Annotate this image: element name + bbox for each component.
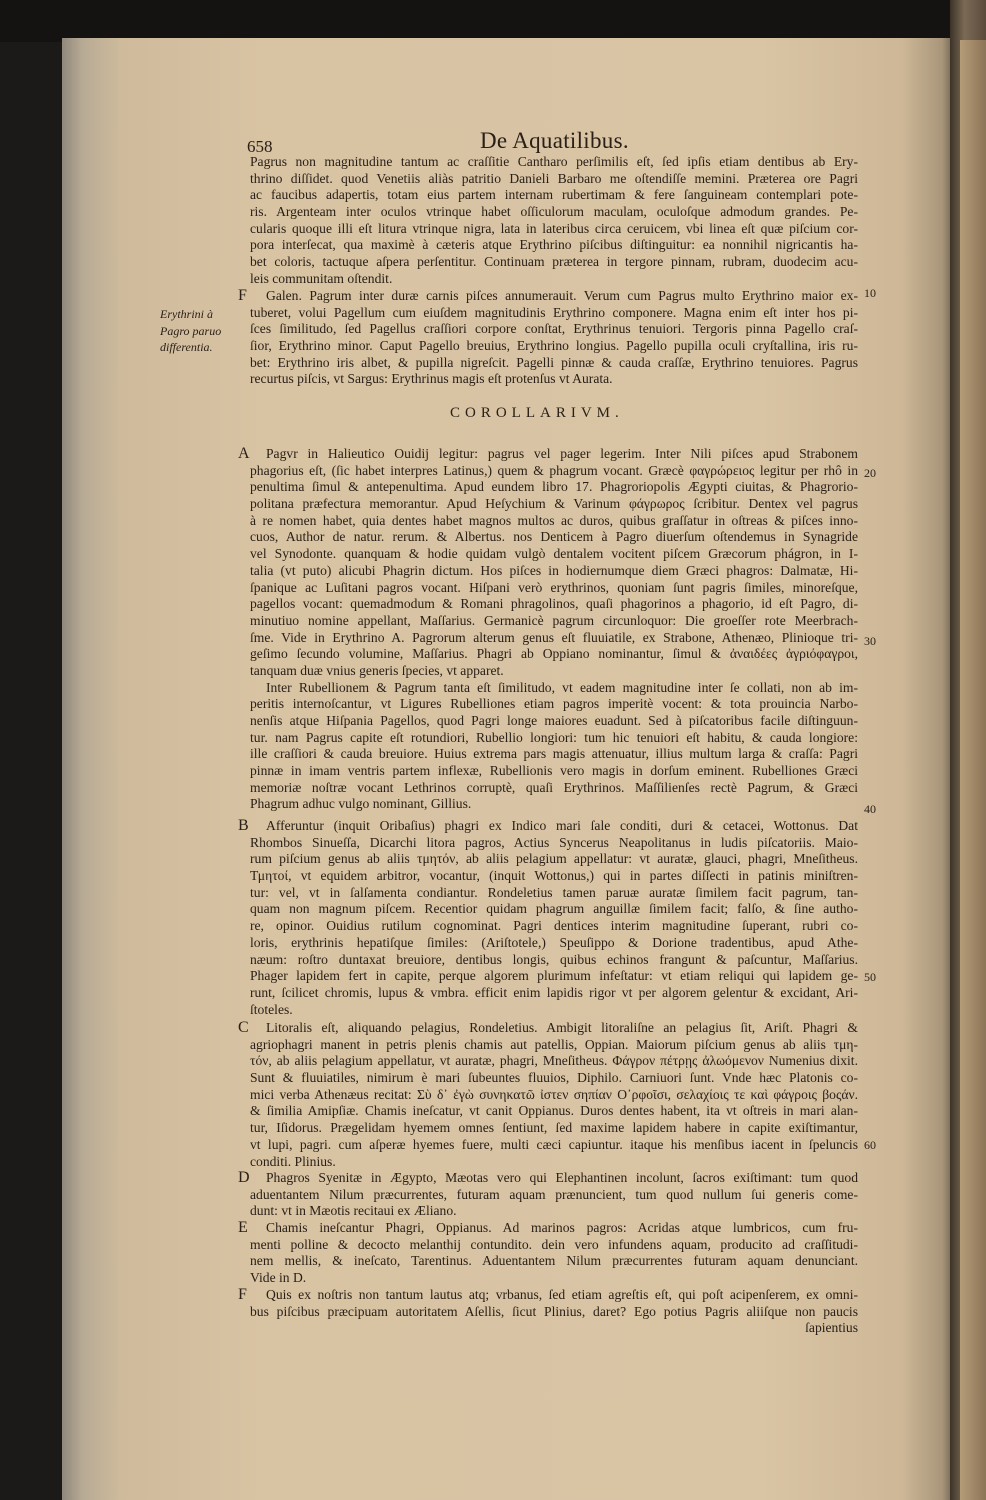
text-line: conditi. Plinius.	[250, 1153, 336, 1169]
text-line: bus piſcibus præcipuam autoritatem Aſellis, ſicut Plinius, daret? Ego potius Pagris aliiſque non paucis	[250, 1303, 858, 1319]
facing-page-edge	[960, 40, 986, 1500]
page-number: 658	[247, 137, 273, 156]
paragraph	[238, 1286, 858, 1337]
margin-note	[160, 306, 221, 356]
text-line: ille craſſiori & cauda breuiore. Huius extrema pars magis attenuatur, illius multum larga & craſſa: Pagri	[250, 746, 858, 762]
text-line: leis communitam oſtendit.	[250, 270, 393, 286]
text-line: pinnæ in imam ventris partem inflexæ, Rubellionis vero magis in dorſum eminent. Rubelliones Græci	[250, 763, 858, 779]
text-line: ac faucibus adapertis, totam eius partem internam rubertimam & fere ſanguineam contemplari pote-	[250, 187, 858, 203]
text-line: Quis ex noſtris non tantum lautus atq; vrbanus, ſed etiam agreſtis eſt, qui poſt acipenſerem, ex omni-	[266, 1287, 858, 1302]
text-line: ſme. Vide in Erythrino A. Pagrorum alterum genus eſt fluuiatile, ex Strabone, Athenæo, Plinioque tri-	[250, 629, 858, 645]
text-line: Pagvr in Halieutico Ouidij legitur: pagrus vel pager legerim. Inter Nili piſces apud Strabonem	[266, 446, 858, 461]
text-line: cuos, Author de natur. rerum. & Albertus. nos Denticem à Pagro diuerſum oſtendemus in Synagride	[250, 529, 858, 545]
section-heading: COROLLARIVM.	[450, 405, 624, 421]
text-line: à re nomen habet, quia dentes habet magnos multos ac duros, quibus graſſatur in oſtreas & piſces inno-	[250, 512, 858, 528]
text-line: ſapientius	[805, 1320, 858, 1336]
line-number: 30	[864, 634, 876, 648]
text-line: Vide in D.	[250, 1270, 307, 1286]
text-line: næum: roſtro duntaxat breuiore, dentibus longis, quibus echinos frangunt & paſcuntur, Maſſarius.	[250, 951, 858, 967]
text-line: talia (vt puto) alicubi Phagrin dictum. Hos piſces in hodiernumque diem Græci phagros: Dalmatæ, Hi-	[250, 562, 858, 578]
text-line: Τμητοί, vt equidem arbitror, vocantur, (inquit Wottonus,) qui in partes diſſecti in patinis miniſtren-	[250, 868, 858, 884]
text-line: bet: Erythrino iris albet, & pupilla nigreſcit. Pagelli pinnæ & cauda craſſæ, Erythrino tenuiores. Pagrus	[250, 354, 858, 370]
text-line: thrino diſſidet. quod Venetiis aliàs patritio Danieli Barbaro me oſtendiſſe memini. Præterea ore Pagri	[250, 170, 858, 186]
text-line: Chamis ineſcantur Phagri, Oppianus. Ad marinos pagros: Acridas atque lumbricos, cum fru-	[266, 1220, 858, 1235]
text-line: ſtoteles.	[250, 1001, 293, 1017]
text-line: & ſimilia Amipſiæ. Chamis ineſcatur, vt canit Oppianus. Duros dentes habent, ita vt oſtreis in mari alan-	[250, 1103, 858, 1119]
text-line: tur: vel, vt in ſalſamenta condiantur. Rondeletius tamen paruæ auratæ ſimilem facit pagrum, tan-	[250, 884, 858, 900]
text-line: vt lupi, pagri. cum aſperæ hyemes fuere, multi cæci capiuntur. itaque his menſibus iacent in ſpeluncis	[250, 1136, 858, 1152]
text-line: Inter Rubellionem & Pagrum tanta eſt ſimilitudo, vt eadem magnitudine inter ſe collati, non ab im-	[266, 679, 858, 695]
text-line: nenſis atque Hiſpania Pagellos, quod Pagri longe maiores euadunt. Sed à piſcatoribus facile diſtinguun-	[250, 713, 858, 728]
text-line: Phagros Syenitæ in Ægypto, Mæotas vero qui Elephantinen incolunt, ſacros exiſtimant: tum quod	[266, 1170, 858, 1185]
text-line: ſior, Erythrino minor. Caput Pagello breuius, Erythrino longius. Pagello pupilla oculi cryſtallina, iris ru-	[250, 338, 858, 354]
text-line: aduentantem Nilum præcurrentes, futuram aquam prænuncient, tum quod nullum ſui generis come-	[250, 1186, 858, 1202]
text-line: runt, ſcilicet chromis, lupus & vmbra. efficit enim lapidis rigor vt per algorem gelentur & excidant, Ari-	[250, 984, 858, 1000]
text-line: pora interſecat, qua maximè à cæteris atque Erythrino piſcibus diſtinguitur: ea nonnihil nigricantis ha-	[250, 237, 858, 253]
line-number: 50	[864, 970, 876, 984]
section-letter: E	[238, 1219, 248, 1236]
text-line: vel Synodonte. quanquam & hodie quidam vulgò dentalem vocitent piſcem Græcorum phágron, in I-	[250, 546, 858, 562]
line-number: 40	[864, 802, 876, 816]
section-letter: A	[238, 445, 250, 462]
text-line: geſimo ſecundo volumine, Maſſarius. Phagri ab Oppiano nominantur, ſimul & ἀναιδέες ἀγριόφαγροι,	[250, 646, 858, 662]
text-line: ſpanique ac Luſitani pagros vocant. Hiſpani verò erythrinos, quoniam ſunt pagris ſimiles, minoreſque,	[250, 579, 858, 595]
margin-note-line: Pagro paruo	[160, 323, 222, 338]
line-number: 60	[864, 1138, 876, 1152]
text-line: quam non magnum piſcem. Recentior quidam phagrum anguillæ ſimilem facit; falſo, & ſine autho-	[250, 901, 858, 917]
text-line: Galen. Pagrum inter duræ carnis piſces annumerauit. Verum cum Pagrus multo Erythrino maior ex-	[266, 288, 858, 303]
text-line: Pagrus non magnitudine tantum ac craſſitie Cantharo perſimilis eſt, ſed ipſis etiam dentibus ab Ery-	[250, 154, 858, 169]
text-line: Sunt & fluuiatiles, nimirum è mari ſubeuntes fluuios, Diphilo. Carniuori ſunt. Vnde hæc Platonis co-	[250, 1070, 858, 1086]
text-line: pagellos vocant: quemadmodum & Romani phragolinos, quaſi phagorinos a phagorio, id eſt Pagro, di-	[250, 596, 858, 612]
section-letter: C	[238, 1019, 249, 1036]
section-letter: F	[238, 287, 247, 304]
text-line: nem mellis, & ineſcato, Tarentinus. Aduentantem Nilum præcurrentes futuram aquam denunciant.	[250, 1253, 858, 1269]
text-line: ſces ſimilitudo, ſed Pagellus craſſiori corpore conſtat, Erythrinus tenuiori. Tergoris pinna Pagello craſ-	[250, 321, 858, 337]
text-line: Phager lapidem fert in capite, perque algorem plurimum infeſtatur: vt etiam reliqui qui lapidem ge-	[250, 968, 858, 984]
paragraph	[238, 287, 858, 388]
line-number: 20	[864, 466, 876, 480]
text-line: tur, Iſidorus. Prægelidam hyemem omnes ſentiunt, ſed maxime lapidem habere in capite exiſtimantur,	[250, 1120, 858, 1136]
scan-background	[0, 0, 986, 42]
paragraph	[238, 1169, 858, 1220]
paragraph	[238, 817, 858, 1018]
text-line: re, opinor. Ouidius rutilum cognominat. Pagri dentices interim magnitudine ſuperant, rubri co-	[250, 918, 858, 934]
paragraph	[238, 445, 858, 813]
text-line: minutiuo nomine appellant, Maſſarius. Germanicè pagrum circunloquor: Die groeſſer rote Meerbrach-	[250, 612, 858, 628]
text-line: Phagrum adhuc vulgo nominant, Gillius.	[250, 796, 472, 812]
text-line: bet coloris, tactuque aſpera perſentitur. Continuam præterea in tergore pinnam, rubram, duodecim acu-	[250, 254, 858, 270]
text-line: tuberet, volui Pagellum cum eiuſdem magnitudinis Erythrino componere. Magna enim eſt inter hos pi-	[250, 304, 858, 320]
margin-note-line: Erythrini à	[160, 307, 213, 321]
text-line: dunt: vt in Mæotis recitaui ex Æliano.	[250, 1203, 457, 1219]
text-line: agriophagri manent in petris plenis chamis aut patellis, Oppian. Maiorum piſcium genus ab aliis τμη-	[250, 1036, 858, 1052]
text-line: recurtus piſcis, vt Sargus: Erythrinus magis eſt protenſus vt Aurata.	[250, 371, 613, 387]
text-line: penultima ſimul & antepenultima. Apud eundem libro 17. Phagroriopolis Ægypti ciuitas, & Phagrorio-	[250, 479, 858, 495]
text-line: tur. nam Pagrus capite eſt rotundiori, Rubellio longiori: tum hic tenuiori eſt habitu, & cauda longiore:	[250, 729, 858, 745]
section-letter: F	[238, 1286, 247, 1303]
section-letter: B	[238, 817, 249, 834]
margin-note-line: differentia.	[160, 340, 213, 354]
text-line: memoriæ noſtræ vocant Lethrinos corruptè, quaſi Erythrinos. Maſſilienſes rectè Pagrum, & Græci	[250, 779, 858, 795]
text-line: Rhombos Sinueſſa, Dicarchi litora pagros, Actius Syncerus Neapolitanus in ludis piſcatoriis. Maio-	[250, 834, 858, 850]
text-line: ris. Argenteam inter oculos vtrinque habet oſſiculorum maculam, oculoſque admodum grandes. Pe-	[250, 204, 858, 220]
text-line: rum piſcium genus ab aliis τμητόν, ab aliis pelagium appellatur: vt auratæ, glauci, phagri, Mneſitheus.	[250, 851, 858, 867]
text-line: Litoralis eſt, aliquando pelagius, Rondeletius. Ambigit litoraliſne an pelagius ſit, Ariſt. Phagri &	[266, 1020, 858, 1035]
text-line: mici verba Athenæus recitat: Σὺ δ᾽ ἐγὼ συνηκατῶ ἰστεν σηπίαν Ο᾽ρφοῖσι, σελαχίοις τε καὶ φάγροις βοςάν.	[250, 1086, 858, 1102]
text-line: τόν, ab aliis pelagium appellatur, vt auratæ, phagri, Mneſitheus. Φάγρον πέτρῃς ἀλωόμενον Numenius dixit.	[250, 1053, 858, 1069]
paragraph	[238, 1019, 858, 1170]
text-line: phagorius eſt, (ſic habet interpres Latinus,) quem & phagrum vocant. Græcè φαγρώρειος legitur per rhô in	[250, 462, 858, 478]
text-line: cularis quoque illi eſt litura vtrinque nigra, lata in lateribus circa ceruicem, vbi linea eſt quæ piſcium cor-	[250, 220, 858, 236]
text-line: menti polline & decocto melanthij contundito. dein vero infundens aquam, producito ad craſſitudi-	[250, 1236, 858, 1252]
paragraph	[238, 1219, 858, 1287]
text-line: tanquam duæ vnius generis ſpecies, vt apparet.	[250, 662, 504, 678]
running-title: De Aquatilibus.	[480, 128, 629, 153]
paragraph	[250, 154, 858, 288]
text-line: peritis internoſcantur, vt Ligures Rubelliones etiam pagros imperitè vocent: & tota prouincia Narbo-	[250, 696, 858, 712]
text-line: Afferuntur (inquit Oribaſius) phagri ex Indico mari ſale conditi, duri & cetacei, Wottonus. Dat	[266, 818, 858, 833]
section-letter: D	[238, 1169, 250, 1186]
text-line: politana præfectura memorantur. Apud Heſychium & Varinum φάγρωρος ſcribitur. Dentex vel pagrus	[250, 496, 858, 512]
line-number: 10	[864, 286, 876, 300]
text-line: loris, erythrinis hepatiſque ſimiles: (Ariſtotele,) Speuſippo & Dorione tradentibus, apud Athe-	[250, 934, 858, 950]
